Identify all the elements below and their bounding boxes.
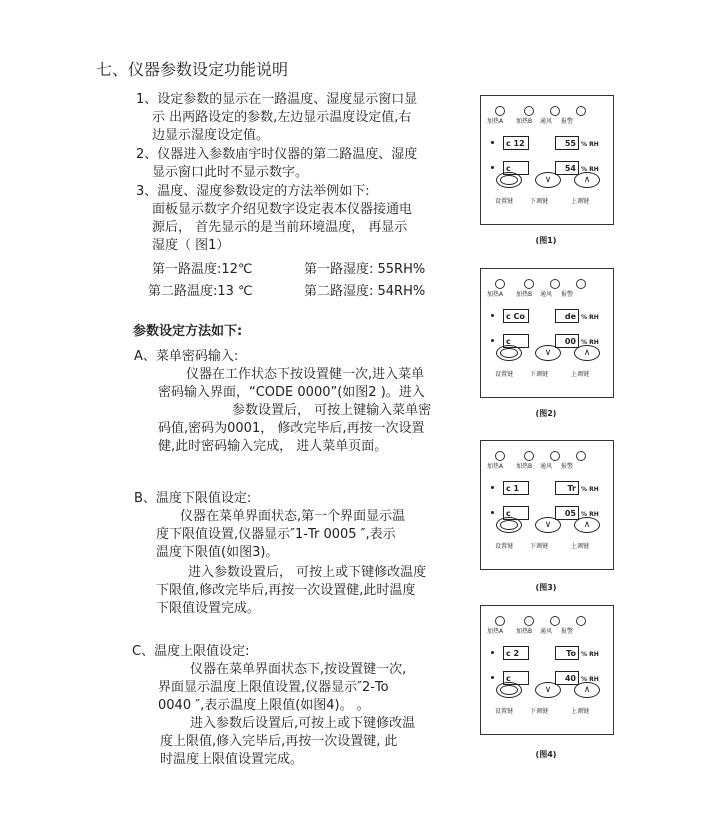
led-label: 加热B: [516, 291, 533, 298]
lcd-temp-bottom: c: [503, 334, 529, 348]
para2-line1: 2、仪器进入参数庙宇时仪器的第二路温度、湿度: [136, 147, 418, 162]
led-label: 加热B: [516, 118, 533, 125]
figure-caption: (图3): [535, 583, 557, 592]
figure-caption: (图4): [535, 750, 557, 759]
button-label: 上调键: [571, 198, 590, 205]
chevron-up-icon: ∧: [583, 684, 591, 695]
lcd-temp-top: c 2: [503, 646, 529, 660]
section-c-line4: 进入参数后设置后,可按上或下键修改温: [190, 716, 416, 731]
reading-ch1-temp: 第一路温度:12℃: [152, 262, 253, 277]
led-label: 报警: [561, 628, 574, 635]
lcd-temp-bottom: c: [503, 506, 529, 520]
section-b-line5: 下限值,修改完毕后,再按一次设置健,此时温度: [156, 583, 416, 598]
led-label: 加热B: [516, 628, 533, 635]
reading-ch2-temp: 第二路温度:13 ℃: [148, 284, 253, 299]
indicator-led-icon: [550, 451, 560, 461]
reading-ch1-humidity: 第一路湿度: 55RH%: [304, 262, 426, 277]
led-label: 通风: [540, 628, 553, 635]
button-label: 上调键: [571, 708, 590, 715]
section-a-line2: 密码输入界面，“CODE 0000”(如图2 )。进入: [158, 385, 425, 400]
down-button[interactable]: [535, 682, 561, 698]
indicator-led-icon: [550, 279, 560, 289]
lcd-humidity-bottom: 05: [555, 506, 579, 520]
lcd-temp-bottom: c: [503, 161, 529, 175]
unit-label: % RH: [581, 486, 599, 493]
lcd-humidity-bottom: 54: [555, 161, 579, 175]
para3-line1: 3、温度、湿度参数设定的方法举例如下:: [136, 184, 370, 199]
channel-dot-icon: [491, 339, 494, 342]
channel-dot-icon: [491, 511, 494, 514]
indicator-led-icon: [524, 106, 534, 116]
led-label: 加热A: [487, 463, 504, 470]
lcd-humidity-bottom: 00: [555, 334, 579, 348]
channel-dot-icon: [491, 486, 494, 489]
indicator-led-icon: [550, 106, 560, 116]
para2-line2: 显示窗口此时不显示数字。: [152, 165, 309, 180]
indicator-led-icon: [524, 616, 534, 626]
section-c-line1: 仪器在菜单界面状态下,按设置键一次,: [190, 662, 407, 677]
indicator-led-icon: [495, 106, 505, 116]
unit-label: % RH: [581, 511, 599, 518]
section-heading: 七、仪器参数设定功能说明: [96, 60, 289, 79]
unit-label: % RH: [581, 676, 599, 683]
set-button[interactable]: [496, 517, 522, 533]
indicator-led-icon: [576, 279, 586, 289]
led-label: 报警: [561, 463, 574, 470]
button-label: 下调键: [530, 371, 549, 378]
indicator-led-icon: [495, 279, 505, 289]
section-b-line3: 温度下限值(如图3)。: [156, 545, 279, 560]
section-a-title: A、菜单密码输入:: [134, 349, 239, 364]
up-button[interactable]: [574, 517, 600, 533]
unit-label: % RH: [581, 166, 599, 173]
button-label: 下调键: [530, 198, 549, 205]
button-label: 设置键: [495, 198, 514, 205]
led-label: 加热A: [487, 118, 504, 125]
button-label: 上调键: [571, 371, 590, 378]
lcd-temp-bottom: c: [503, 671, 529, 685]
led-label: 加热B: [516, 463, 533, 470]
unit-label: % RH: [581, 651, 599, 658]
instrument-panel-1: [480, 95, 614, 225]
lcd-temp-top: c 1: [503, 481, 529, 495]
section-b-line1: 仪器在菜单界面状态,第一个界面显示温: [180, 509, 406, 524]
set-button[interactable]: [496, 682, 522, 698]
indicator-led-icon: [576, 616, 586, 626]
button-label: 下调键: [530, 543, 549, 550]
indicator-led-icon: [524, 279, 534, 289]
button-label: 设置键: [495, 708, 514, 715]
lcd-humidity-bottom: 40: [555, 671, 579, 685]
led-label: 报警: [561, 291, 574, 298]
button-label: 设置键: [495, 543, 514, 550]
unit-label: % RH: [581, 141, 599, 148]
chevron-up-icon: ∧: [583, 519, 591, 530]
method-title: 参数设定方法如下:: [133, 324, 243, 339]
chevron-down-icon: ∨: [544, 684, 552, 695]
lcd-humidity-top: To: [555, 646, 579, 660]
lcd-temp-top: c Co: [503, 309, 529, 323]
figure-caption: (图2): [535, 409, 557, 418]
led-label: 通风: [540, 463, 553, 470]
section-c-line3: 0040 ″,表示温度上限值(如图4)。 。: [158, 698, 370, 713]
indicator-led-icon: [495, 616, 505, 626]
unit-label: % RH: [581, 314, 599, 321]
chevron-up-icon: ∧: [583, 347, 591, 358]
para1-line3: 边显示湿度设定值。: [152, 128, 270, 143]
lcd-temp-top: c 12: [503, 136, 529, 150]
para1-line2: 示 出两路设定的参数,左边显示温度设定值,右: [152, 110, 412, 125]
indicator-led-icon: [495, 451, 505, 461]
chevron-up-icon: ∧: [583, 174, 591, 185]
section-b-line4: 进入参数设置后， 可按上或下键修改温度: [188, 565, 427, 580]
chevron-down-icon: ∨: [544, 519, 552, 530]
down-button[interactable]: [535, 517, 561, 533]
channel-dot-icon: [491, 314, 494, 317]
para3-line2: 面板显示数字介绍见数字设定表本仪器接通电: [152, 202, 413, 217]
channel-dot-icon: [491, 166, 494, 169]
led-label: 报警: [561, 118, 574, 125]
indicator-led-icon: [550, 616, 560, 626]
channel-dot-icon: [491, 676, 494, 679]
section-c-line6: 时温度上限值设置完成。: [160, 752, 304, 767]
section-a-line5: 健,此时密码输入完成， 进人菜单页面。: [158, 439, 388, 454]
section-c-line5: 度上限值,修入完毕后,再按一次设置键, 此: [160, 734, 398, 749]
section-c-title: C、温度上限值设定:: [132, 644, 250, 659]
channel-dot-icon: [491, 651, 494, 654]
chevron-down-icon: ∨: [544, 347, 552, 358]
up-button[interactable]: [574, 682, 600, 698]
down-button[interactable]: [535, 345, 561, 361]
led-label: 通风: [540, 118, 553, 125]
instrument-panel-2: [480, 268, 614, 398]
reading-ch2-humidity: 第二路湿度: 54RH%: [304, 284, 426, 299]
figure-caption: (图1): [535, 236, 557, 245]
section-b-line2: 度下限值设置,仪器显示″1-Tr 0005 ″,表示: [156, 527, 396, 542]
up-button[interactable]: [574, 345, 600, 361]
section-a-line4: 码值,密码为0001， 修改完毕后,再按一次设置: [158, 421, 425, 436]
unit-label: % RH: [581, 339, 599, 346]
para1-line1: 1、设定参数的显示在一路温度、湿度显示窗口显: [136, 92, 418, 107]
section-b-title: B、温度下限值设定:: [134, 491, 252, 506]
para3-line3: 源后， 首先显示的是当前环境温度， 再显示: [152, 220, 408, 235]
indicator-led-icon: [576, 451, 586, 461]
led-label: 加热A: [487, 628, 504, 635]
indicator-led-icon: [524, 451, 534, 461]
button-label: 设置键: [495, 371, 514, 378]
button-label: 上调键: [571, 543, 590, 550]
chevron-down-icon: ∨: [544, 174, 552, 185]
button-label: 下调键: [530, 708, 549, 715]
lcd-humidity-top: Tr: [555, 481, 579, 495]
section-b-line6: 下限值设置完成。: [156, 601, 261, 616]
section-a-line1: 仪器在工作状态下按设置健一次,进入菜单: [186, 367, 425, 382]
lcd-humidity-top: de: [555, 309, 579, 323]
down-button[interactable]: [535, 172, 561, 188]
channel-dot-icon: [491, 141, 494, 144]
instrument-panel-3: [480, 440, 614, 570]
up-button[interactable]: [574, 172, 600, 188]
para3-line4: 湿度（ 图1）: [152, 238, 230, 253]
lcd-humidity-top: 55: [555, 136, 579, 150]
instrument-panel-4: [480, 605, 614, 735]
led-label: 加热A: [487, 291, 504, 298]
section-c-line2: 界面显示温度上限值设置,仪器显示″2-To: [158, 680, 389, 695]
indicator-led-icon: [576, 106, 586, 116]
set-button[interactable]: [496, 345, 522, 361]
section-a-line3: 参数设置后， 可按上键输入菜单密: [232, 403, 432, 418]
set-button[interactable]: [496, 172, 522, 188]
led-label: 通风: [540, 291, 553, 298]
